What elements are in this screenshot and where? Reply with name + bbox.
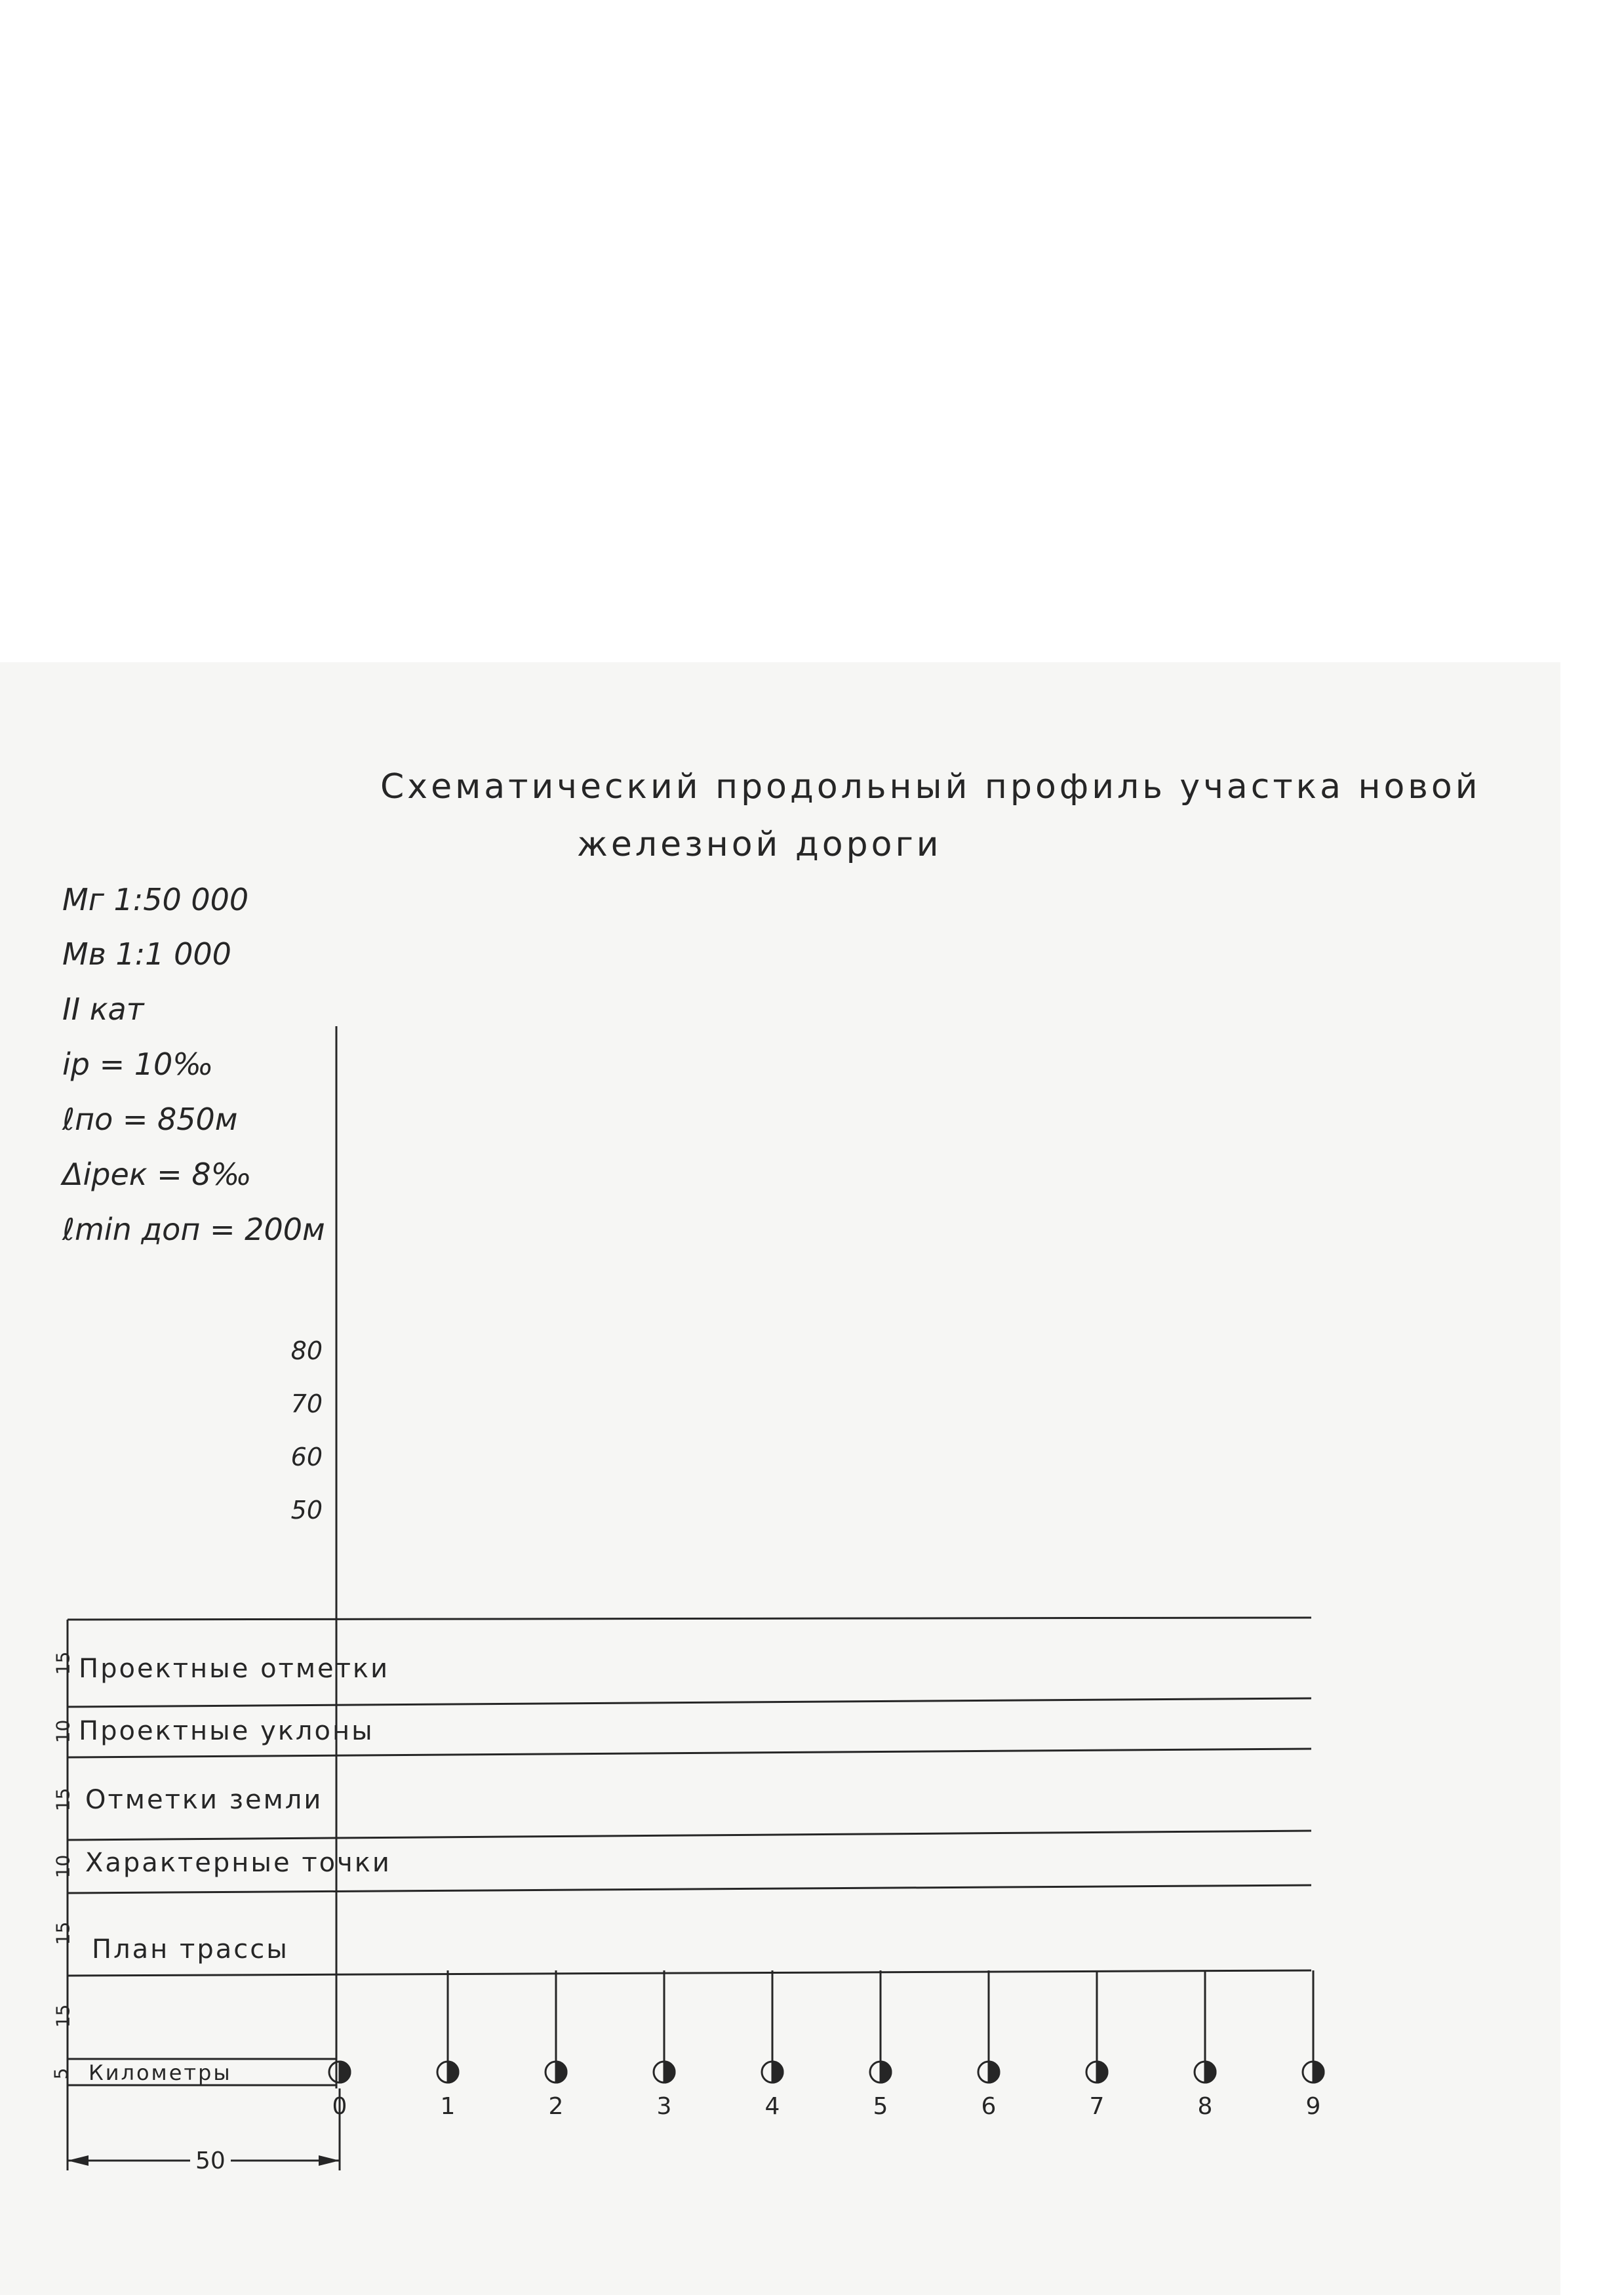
row-label-characteristic-points: Характерные точки [85, 1848, 391, 1878]
row-height-2: 10 [52, 1719, 74, 1744]
dimension-arrow-right [319, 2155, 340, 2166]
row-height-6: 15 [52, 2004, 74, 2028]
row-line-top [68, 1618, 1311, 1620]
elevation-tick-60: 60 [290, 1443, 323, 1471]
param-category: II кат [62, 991, 144, 1027]
km-label-5: 5 [873, 2093, 888, 2120]
row-label-ground-elevations: Отметки земли [85, 1785, 323, 1815]
row-line-4 [68, 1885, 1311, 1893]
elevation-tick-50: 50 [290, 1496, 323, 1525]
row-label-design-grades: Проектные уклоны [79, 1716, 374, 1746]
row-height-7: 5 [50, 2067, 72, 2080]
elevation-tick-80: 80 [290, 1336, 323, 1365]
km-label-6: 6 [981, 2093, 997, 2120]
param-station-track-length: ℓпо = 850м [62, 1102, 238, 1137]
title-line-1: Схематический продольный профиль участка новой [380, 767, 1481, 807]
km-label-4: 4 [764, 2093, 780, 2120]
row-height-1: 15 [52, 1651, 74, 1675]
row-line-2 [68, 1749, 1311, 1757]
km-label-3: 3 [656, 2093, 672, 2120]
row-label-route-plan: План трассы [92, 1934, 289, 1965]
param-grade-difference: Δiрек = 8‰ [62, 1157, 252, 1192]
row-line-1 [68, 1698, 1311, 1707]
km-label-1: 1 [440, 2093, 456, 2120]
row-line-3 [68, 1831, 1311, 1840]
dimension-label-50: 50 [190, 2147, 231, 2174]
row-line-5 [68, 1970, 1311, 1976]
km-label-0: 0 [332, 2093, 347, 2120]
row-label-kilometers: Километры [89, 2060, 232, 2085]
title-line-2: железной дороги [577, 825, 942, 864]
km-label-2: 2 [548, 2093, 564, 2120]
km-label-8: 8 [1197, 2093, 1213, 2120]
km-label-9: 9 [1305, 2093, 1321, 2120]
row-label-design-elevations: Проектные отметки [79, 1654, 390, 1684]
km-markers [329, 2062, 1324, 2083]
param-vertical-scale: Мв 1:1 000 [62, 936, 231, 972]
km-label-7: 7 [1089, 2093, 1105, 2120]
elevation-tick-70: 70 [290, 1389, 323, 1418]
dimension-arrow-left [68, 2155, 89, 2166]
param-min-element-length: ℓmin доп = 200м [62, 1212, 325, 1247]
row-height-5: 15 [52, 1921, 74, 1946]
param-horizontal-scale: Мг 1:50 000 [62, 882, 249, 917]
row-height-4: 10 [52, 1854, 74, 1879]
param-ruling-grade: iр = 10‰ [62, 1047, 214, 1082]
row-height-3: 15 [52, 1787, 74, 1812]
